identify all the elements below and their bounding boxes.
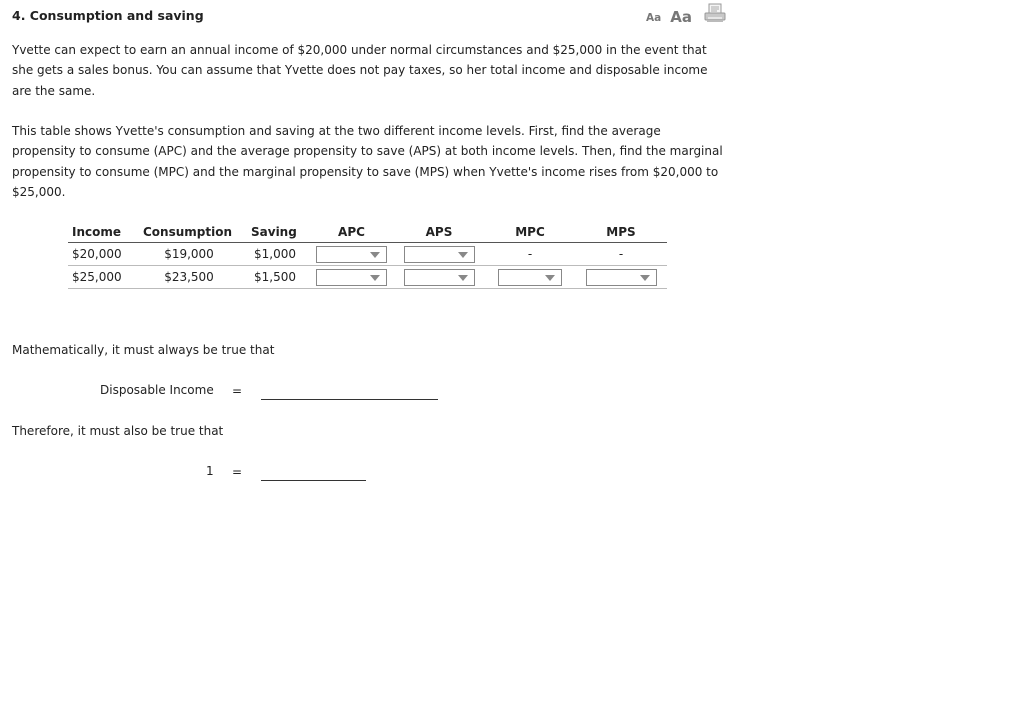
apc-dropdown-row1[interactable]	[316, 246, 387, 263]
font-size-large-button[interactable]: Aa	[670, 8, 692, 26]
question-title: 4. Consumption and saving	[12, 8, 204, 23]
apc-cell	[316, 243, 387, 265]
toolbar	[646, 6, 726, 26]
math-statement-1: Mathematically, it must always be true that	[12, 343, 275, 357]
mps-dropdown[interactable]	[586, 269, 657, 286]
chevron-down-icon	[370, 252, 380, 258]
intro-paragraph-2: This table shows Yvette's consumption and saving at the two different income levels. First, find the average propensity to consume (APC) and the average propensity to save (APS) at both income levels. Then, find the marginal propensity to consume (MPC) and the marginal propensity to save (MPS) when Yvette's income rises from $20,000 to $25,000.	[12, 124, 723, 199]
saving-cell: $1,500	[254, 270, 296, 284]
mpc-cell	[497, 243, 563, 265]
apc-cell	[316, 266, 387, 288]
header-income: Income	[72, 225, 122, 239]
chevron-down-icon	[640, 275, 650, 281]
mpc-dropdown[interactable]	[498, 269, 562, 286]
header-apc: APC	[338, 225, 365, 239]
mps-cell	[585, 243, 657, 265]
header-aps: APS	[425, 225, 453, 239]
mpc-cell	[497, 266, 563, 288]
font-size-small-button[interactable]: Aa	[646, 12, 662, 24]
intro-paragraph-1: Yvette can expect to earn an annual income of $20,000 under normal circumstances and $25,000 in the event that she gets a sales bonus. You can assume that Yvette does not pay taxes, so her total income and disposable income are the same.	[12, 43, 708, 98]
chevron-down-icon	[370, 275, 380, 281]
header-mpc: MPC	[515, 225, 545, 239]
chevron-down-icon	[458, 275, 468, 281]
print-icon	[704, 3, 726, 23]
equation-1-equals: =	[232, 384, 243, 398]
consumption-saving-table	[68, 222, 667, 289]
header-consumption: Consumption	[143, 225, 233, 239]
mpc-placeholder-dash: -	[527, 247, 533, 261]
consumption-cell: $23,500	[164, 270, 214, 284]
aps-cell	[403, 266, 475, 288]
equation-1-answer-blank[interactable]	[261, 385, 438, 400]
header-mps: MPS	[606, 225, 636, 239]
equation-2-left: 1	[206, 464, 214, 478]
chevron-down-icon	[458, 252, 468, 258]
apc-dropdown-row2[interactable]	[316, 269, 387, 286]
math-statement-2: Therefore, it must also be true that	[12, 424, 224, 438]
table-header-row	[68, 222, 667, 243]
table-row	[68, 266, 667, 289]
mps-cell	[585, 266, 657, 288]
chevron-down-icon	[545, 275, 555, 281]
table-row	[68, 243, 667, 266]
aps-cell	[403, 243, 475, 265]
saving-cell: $1,000	[254, 247, 296, 261]
equation-2-equals: =	[232, 465, 243, 479]
print-button[interactable]	[704, 3, 726, 26]
equation-1-left: Disposable Income	[100, 383, 214, 397]
equation-2-answer-blank[interactable]	[261, 466, 366, 481]
income-cell: $25,000	[72, 270, 122, 284]
header-saving: Saving	[251, 225, 297, 239]
income-cell: $20,000	[72, 247, 122, 261]
consumption-cell: $19,000	[164, 247, 214, 261]
aps-dropdown-row1[interactable]	[404, 246, 475, 263]
mps-placeholder-dash: -	[618, 247, 624, 261]
aps-dropdown-row2[interactable]	[404, 269, 475, 286]
